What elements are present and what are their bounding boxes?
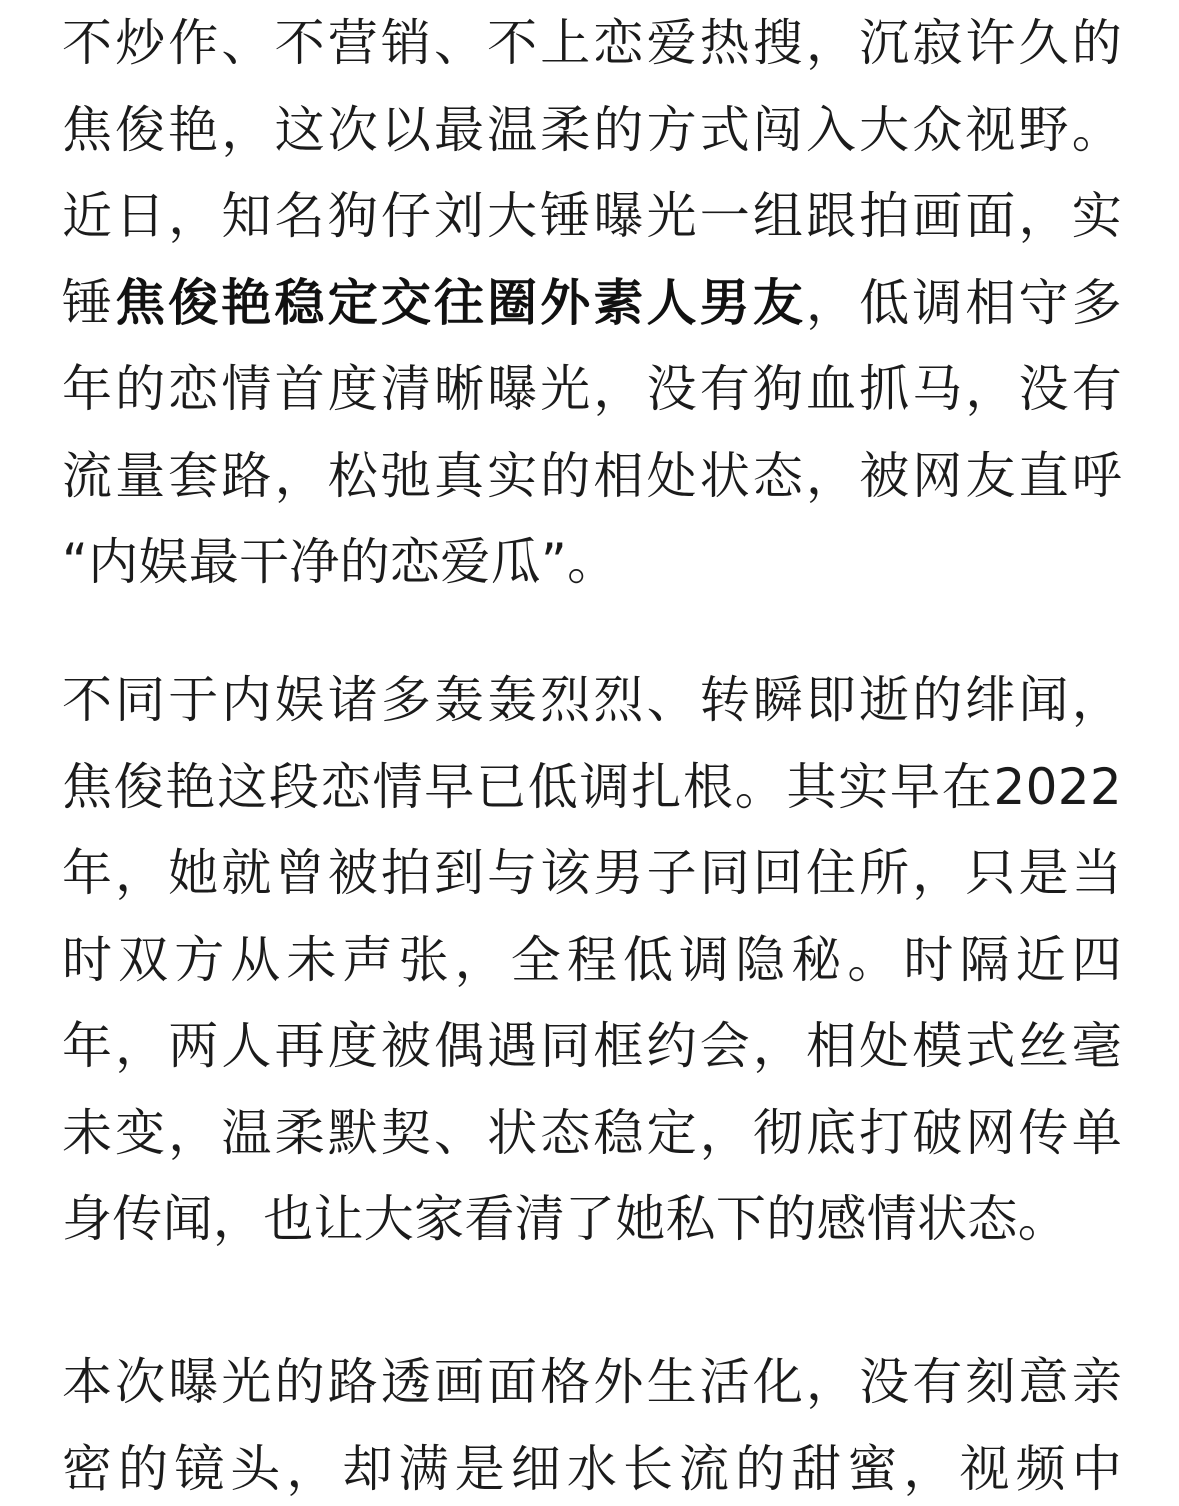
paragraph-line: 不炒作、不营销、不上恋爱热搜，沉寂许久的 bbox=[62, 14, 1122, 72]
paragraph-line: 年，两人再度被偶遇同框约会，相处模式丝毫 bbox=[62, 1017, 1122, 1075]
bold-highlight: 焦俊艳稳定交往圈外素人男友 bbox=[115, 273, 806, 332]
paragraph-line: 不同于内娱诸多轰轰烈烈、转瞬即逝的绯闻， bbox=[62, 671, 1122, 729]
paragraph-line: “内娱最干净的恋爱瓜”。 bbox=[62, 533, 618, 591]
paragraph-line: 身传闻，也让大家看清了她私下的感情状态。 bbox=[62, 1190, 1068, 1248]
line-suffix: ，低调相守多 bbox=[805, 273, 1122, 332]
paragraph-line: 年，她就曾被拍到与该男子同回住所，只是当 bbox=[62, 844, 1122, 902]
paragraph-line: 本次曝光的路透画面格外生活化，没有刻意亲 bbox=[62, 1353, 1122, 1411]
paragraph-3 bbox=[62, 1339, 1122, 1506]
paragraph-line: 未变，温柔默契、状态稳定，彻底打破网传单 bbox=[62, 1103, 1122, 1162]
paragraph-line-cut-off: 密的镜头，却满是细水长流的甜蜜，视频中 bbox=[62, 1439, 1122, 1498]
paragraph-line: 时双方从未声张，全程低调隐秘。时隔近四 bbox=[62, 930, 1122, 989]
line-prefix: 锤 bbox=[62, 273, 116, 332]
paragraph-line: 焦俊艳，这次以最温柔的方式闯入大众视野。 bbox=[62, 100, 1122, 159]
paragraph-line: 年的恋情首度清晰曝光，没有狗血抓马，没有 bbox=[62, 360, 1122, 418]
paragraph-line: 焦俊艳这段恋情早已低调扎根。其实早在2022 bbox=[62, 757, 1122, 816]
paragraph-2 bbox=[62, 657, 1122, 1263]
paragraph-line-with-highlight bbox=[62, 260, 1122, 347]
paragraph-line: 近日，知名狗仔刘大锤曝光一组跟拍画面，实 bbox=[62, 187, 1122, 245]
paragraph-line: 流量套路，松弛真实的相处状态，被网友直呼 bbox=[62, 446, 1122, 505]
paragraph-1 bbox=[62, 0, 1122, 606]
